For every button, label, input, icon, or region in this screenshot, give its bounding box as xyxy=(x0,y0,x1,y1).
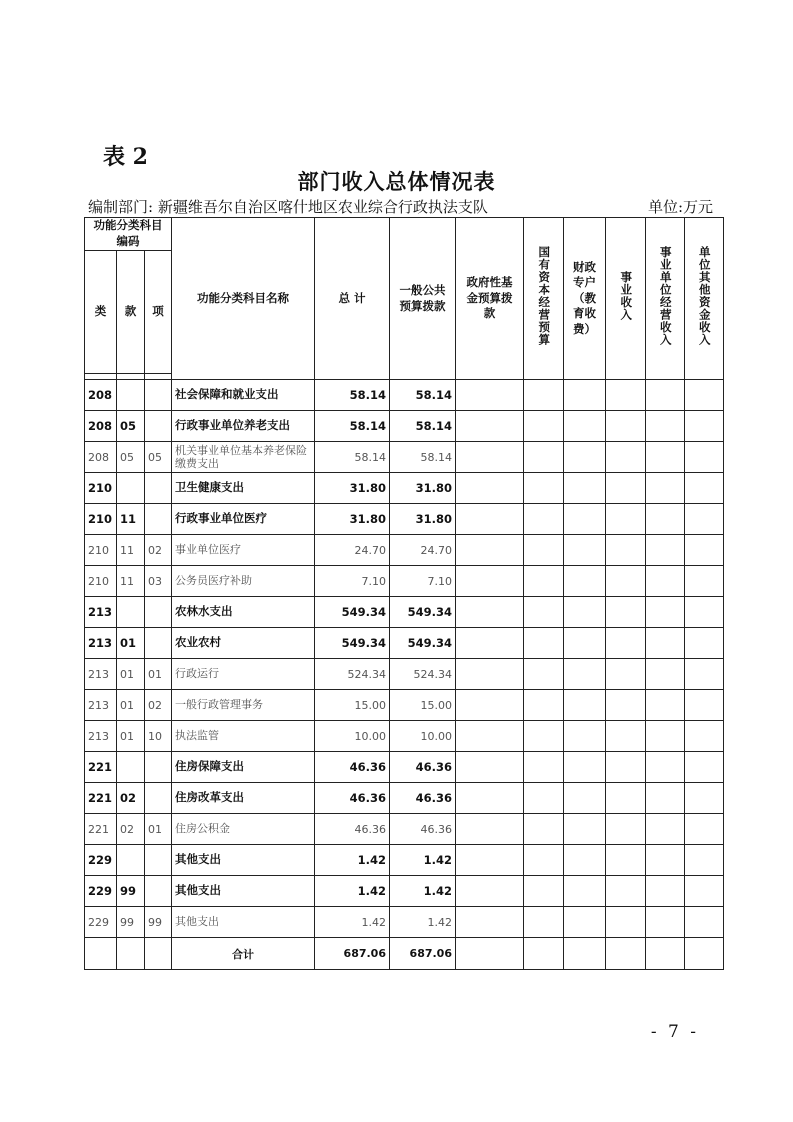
general-budget-value: 549.34 xyxy=(390,628,456,659)
code-kuan: 99 xyxy=(117,907,145,938)
empty-cell xyxy=(564,473,606,504)
code-lei: 221 xyxy=(85,752,117,783)
empty-cell xyxy=(524,907,564,938)
general-budget-value: 58.14 xyxy=(390,442,456,473)
empty-cell xyxy=(564,721,606,752)
item-name: 事业单位医疗 xyxy=(172,535,315,566)
empty-cell xyxy=(685,721,724,752)
empty-cell xyxy=(685,504,724,535)
empty-cell xyxy=(524,814,564,845)
total-value: 7.10 xyxy=(315,566,390,597)
code-lei: 221 xyxy=(85,783,117,814)
code-lei: 213 xyxy=(85,659,117,690)
empty-cell xyxy=(685,628,724,659)
item-name: 住房公积金 xyxy=(172,814,315,845)
grand-general-budget-value: 687.06 xyxy=(390,938,456,970)
empty-cell xyxy=(564,783,606,814)
total-value: 1.42 xyxy=(315,876,390,907)
table-row xyxy=(85,845,724,876)
col-header-business-op-income: 事业单位经营收入 xyxy=(646,218,685,380)
empty-cell xyxy=(646,504,685,535)
code-lei: 208 xyxy=(85,411,117,442)
empty-cell xyxy=(685,442,724,473)
empty-cell xyxy=(685,876,724,907)
empty-cell xyxy=(456,907,524,938)
code-lei: 210 xyxy=(85,535,117,566)
col-header-lei: 类 xyxy=(85,251,117,374)
code-kuan: 11 xyxy=(117,535,145,566)
empty-cell xyxy=(646,938,685,970)
empty-cell xyxy=(524,504,564,535)
general-budget-value: 31.80 xyxy=(390,504,456,535)
code-kuan: 05 xyxy=(117,411,145,442)
code-xiang xyxy=(145,876,172,907)
total-value: 24.70 xyxy=(315,535,390,566)
table-row xyxy=(85,535,724,566)
empty-cell xyxy=(524,876,564,907)
empty-cell xyxy=(685,473,724,504)
empty-cell xyxy=(606,690,646,721)
general-budget-value: 524.34 xyxy=(390,659,456,690)
total-value: 31.80 xyxy=(315,473,390,504)
page-number: - 7 - xyxy=(650,1022,699,1042)
empty-cell xyxy=(685,783,724,814)
general-budget-value: 15.00 xyxy=(390,690,456,721)
empty-cell xyxy=(564,690,606,721)
empty-cell xyxy=(524,535,564,566)
table-row xyxy=(85,907,724,938)
empty-cell xyxy=(685,566,724,597)
col-header-general-budget: 一般公共预算拨款 xyxy=(390,218,456,380)
empty-cell xyxy=(85,938,117,970)
empty-cell xyxy=(564,659,606,690)
col-header-gov-fund: 政府性基金预算拨款 xyxy=(456,218,524,380)
empty-cell xyxy=(456,876,524,907)
table-row xyxy=(85,411,724,442)
empty-cell xyxy=(685,411,724,442)
item-name: 行政运行 xyxy=(172,659,315,690)
table-row xyxy=(85,783,724,814)
code-xiang xyxy=(145,628,172,659)
item-name: 一般行政管理事务 xyxy=(172,690,315,721)
code-xiang xyxy=(145,380,172,411)
general-budget-value: 58.14 xyxy=(390,380,456,411)
empty-cell xyxy=(646,442,685,473)
general-budget-value: 1.42 xyxy=(390,876,456,907)
empty-cell xyxy=(456,597,524,628)
empty-cell xyxy=(646,566,685,597)
empty-cell xyxy=(606,845,646,876)
code-xiang xyxy=(145,411,172,442)
empty-cell xyxy=(524,752,564,783)
code-kuan: 99 xyxy=(117,876,145,907)
empty-cell xyxy=(646,411,685,442)
code-xiang xyxy=(145,845,172,876)
code-xiang: 02 xyxy=(145,690,172,721)
unit-label: 单位:万元 xyxy=(647,198,713,216)
empty-cell xyxy=(456,752,524,783)
total-value: 58.14 xyxy=(315,411,390,442)
code-lei: 208 xyxy=(85,442,117,473)
code-kuan: 11 xyxy=(117,566,145,597)
empty-cell xyxy=(646,380,685,411)
empty-cell xyxy=(456,628,524,659)
empty-cell xyxy=(606,938,646,970)
empty-cell xyxy=(524,845,564,876)
empty-cell xyxy=(606,752,646,783)
empty-cell xyxy=(564,597,606,628)
empty-cell xyxy=(456,535,524,566)
code-xiang xyxy=(145,504,172,535)
item-name: 行政事业单位医疗 xyxy=(172,504,315,535)
empty-cell xyxy=(564,814,606,845)
empty-cell xyxy=(646,876,685,907)
code-kuan xyxy=(117,845,145,876)
empty-cell xyxy=(524,938,564,970)
empty-cell xyxy=(524,783,564,814)
code-xiang xyxy=(145,752,172,783)
table-row xyxy=(85,473,724,504)
table-row xyxy=(85,597,724,628)
item-name: 执法监管 xyxy=(172,721,315,752)
total-value: 58.14 xyxy=(315,380,390,411)
code-kuan: 02 xyxy=(117,814,145,845)
empty-cell xyxy=(606,566,646,597)
item-name: 其他支出 xyxy=(172,845,315,876)
empty-cell xyxy=(456,473,524,504)
code-kuan: 01 xyxy=(117,721,145,752)
empty-cell xyxy=(606,535,646,566)
code-xiang: 01 xyxy=(145,814,172,845)
grand-total-value: 687.06 xyxy=(315,938,390,970)
code-lei: 210 xyxy=(85,504,117,535)
empty-cell xyxy=(564,938,606,970)
item-name: 行政事业单位养老支出 xyxy=(172,411,315,442)
empty-cell xyxy=(685,814,724,845)
empty-cell xyxy=(564,566,606,597)
empty-cell xyxy=(685,659,724,690)
empty-cell xyxy=(564,907,606,938)
item-name: 农业农村 xyxy=(172,628,315,659)
code-xiang: 10 xyxy=(145,721,172,752)
code-xiang xyxy=(145,597,172,628)
empty-cell xyxy=(685,907,724,938)
code-lei: 229 xyxy=(85,845,117,876)
table-row xyxy=(85,659,724,690)
empty-cell xyxy=(646,535,685,566)
empty-cell xyxy=(685,535,724,566)
table-row xyxy=(85,752,724,783)
empty-cell xyxy=(646,597,685,628)
table-row xyxy=(85,876,724,907)
code-lei: 213 xyxy=(85,721,117,752)
empty-cell xyxy=(564,504,606,535)
table-row xyxy=(85,442,724,473)
empty-cell xyxy=(606,473,646,504)
empty-cell xyxy=(685,845,724,876)
empty-cell xyxy=(606,907,646,938)
general-budget-value: 46.36 xyxy=(390,752,456,783)
empty-cell xyxy=(646,690,685,721)
general-budget-value: 10.00 xyxy=(390,721,456,752)
total-label: 合计 xyxy=(172,938,315,970)
code-lei: 210 xyxy=(85,473,117,504)
empty-cell xyxy=(456,938,524,970)
empty-cell xyxy=(456,845,524,876)
empty-cell xyxy=(606,411,646,442)
code-kuan xyxy=(117,473,145,504)
general-budget-value: 46.36 xyxy=(390,783,456,814)
code-xiang: 99 xyxy=(145,907,172,938)
empty-cell xyxy=(456,690,524,721)
table-row xyxy=(85,814,724,845)
empty-cell xyxy=(524,690,564,721)
empty-cell xyxy=(685,690,724,721)
empty-cell xyxy=(524,721,564,752)
total-value: 58.14 xyxy=(315,442,390,473)
empty-cell xyxy=(564,535,606,566)
code-xiang: 02 xyxy=(145,535,172,566)
item-name: 其他支出 xyxy=(172,876,315,907)
code-xiang: 05 xyxy=(145,442,172,473)
empty-cell xyxy=(564,628,606,659)
empty-cell xyxy=(606,504,646,535)
total-value: 31.80 xyxy=(315,504,390,535)
empty-cell xyxy=(646,659,685,690)
empty-cell xyxy=(564,876,606,907)
general-budget-value: 58.14 xyxy=(390,411,456,442)
code-lei: 213 xyxy=(85,628,117,659)
code-kuan: 01 xyxy=(117,690,145,721)
general-budget-value: 549.34 xyxy=(390,597,456,628)
total-row xyxy=(85,938,724,970)
table-row xyxy=(85,628,724,659)
empty-cell xyxy=(456,783,524,814)
empty-cell xyxy=(646,783,685,814)
empty-cell xyxy=(524,380,564,411)
empty-cell xyxy=(646,721,685,752)
empty-cell xyxy=(456,659,524,690)
empty-cell xyxy=(646,845,685,876)
empty-cell xyxy=(456,442,524,473)
total-value: 46.36 xyxy=(315,752,390,783)
col-header-xiang: 项 xyxy=(145,251,172,374)
empty-cell xyxy=(564,752,606,783)
empty-cell xyxy=(646,628,685,659)
code-xiang: 03 xyxy=(145,566,172,597)
empty-cell xyxy=(606,814,646,845)
item-name: 住房改革支出 xyxy=(172,783,315,814)
code-xiang xyxy=(145,473,172,504)
code-lei: 213 xyxy=(85,597,117,628)
col-header-code-group: 功能分类科目编码 xyxy=(85,218,172,251)
empty-cell xyxy=(524,659,564,690)
table-row xyxy=(85,721,724,752)
col-header-name: 功能分类科目名称 xyxy=(172,218,315,380)
empty-cell xyxy=(606,628,646,659)
general-budget-value: 7.10 xyxy=(390,566,456,597)
code-lei: 221 xyxy=(85,814,117,845)
table-label: 表 2 xyxy=(103,144,148,170)
code-xiang xyxy=(145,783,172,814)
general-budget-value: 24.70 xyxy=(390,535,456,566)
code-kuan: 01 xyxy=(117,659,145,690)
code-xiang: 01 xyxy=(145,659,172,690)
code-kuan xyxy=(117,752,145,783)
empty-cell xyxy=(524,442,564,473)
empty-cell xyxy=(524,411,564,442)
code-lei: 229 xyxy=(85,876,117,907)
code-lei: 213 xyxy=(85,690,117,721)
table-row xyxy=(85,566,724,597)
empty-cell xyxy=(456,411,524,442)
empty-cell xyxy=(685,752,724,783)
empty-cell xyxy=(524,597,564,628)
empty-cell xyxy=(456,566,524,597)
compiling-department: 编制部门: 新疆维吾尔自治区喀什地区农业综合行政执法支队 xyxy=(88,198,488,216)
empty-cell xyxy=(606,783,646,814)
empty-cell xyxy=(646,907,685,938)
empty-cell xyxy=(145,938,172,970)
col-header-fiscal-special: 财政专户（教育收费） xyxy=(564,218,606,380)
total-value: 46.36 xyxy=(315,783,390,814)
empty-cell xyxy=(564,845,606,876)
item-name: 其他支出 xyxy=(172,907,315,938)
code-lei: 229 xyxy=(85,907,117,938)
total-value: 15.00 xyxy=(315,690,390,721)
empty-cell xyxy=(564,411,606,442)
empty-cell xyxy=(685,938,724,970)
empty-cell xyxy=(646,473,685,504)
general-budget-value: 46.36 xyxy=(390,814,456,845)
col-header-kuan: 款 xyxy=(117,251,145,374)
empty-cell xyxy=(685,380,724,411)
empty-cell xyxy=(564,442,606,473)
code-kuan xyxy=(117,380,145,411)
empty-cell xyxy=(524,628,564,659)
empty-cell xyxy=(606,721,646,752)
total-value: 1.42 xyxy=(315,907,390,938)
empty-cell xyxy=(606,659,646,690)
col-header-total: 总 计 xyxy=(315,218,390,380)
col-header-business-income: 事业收入 xyxy=(606,218,646,380)
item-name: 农林水支出 xyxy=(172,597,315,628)
table-row xyxy=(85,690,724,721)
col-header-other-income: 单位其他资金收入 xyxy=(685,218,724,380)
code-lei: 210 xyxy=(85,566,117,597)
general-budget-value: 31.80 xyxy=(390,473,456,504)
total-value: 549.34 xyxy=(315,597,390,628)
empty-cell xyxy=(456,814,524,845)
code-kuan: 02 xyxy=(117,783,145,814)
item-name: 社会保障和就业支出 xyxy=(172,380,315,411)
empty-cell xyxy=(646,814,685,845)
code-kuan: 01 xyxy=(117,628,145,659)
empty-cell xyxy=(456,380,524,411)
empty-cell xyxy=(685,597,724,628)
empty-cell xyxy=(456,721,524,752)
empty-cell xyxy=(606,876,646,907)
empty-cell xyxy=(456,504,524,535)
total-value: 1.42 xyxy=(315,845,390,876)
empty-cell xyxy=(646,752,685,783)
item-name: 机关事业单位基本养老保险缴费支出 xyxy=(172,442,315,473)
empty-cell xyxy=(606,597,646,628)
empty-cell xyxy=(606,442,646,473)
table-row xyxy=(85,504,724,535)
item-name: 公务员医疗补助 xyxy=(172,566,315,597)
empty-cell xyxy=(606,380,646,411)
col-header-state-capital: 国有资本经营预算 xyxy=(524,218,564,380)
total-value: 10.00 xyxy=(315,721,390,752)
total-value: 549.34 xyxy=(315,628,390,659)
total-value: 46.36 xyxy=(315,814,390,845)
table-row xyxy=(85,380,724,411)
income-summary-table xyxy=(84,217,724,970)
empty-cell xyxy=(564,380,606,411)
total-value: 524.34 xyxy=(315,659,390,690)
page-title: 部门收入总体情况表 xyxy=(297,169,496,194)
code-lei: 208 xyxy=(85,380,117,411)
code-kuan xyxy=(117,597,145,628)
empty-cell xyxy=(524,566,564,597)
empty-cell xyxy=(524,473,564,504)
general-budget-value: 1.42 xyxy=(390,907,456,938)
empty-cell xyxy=(117,938,145,970)
item-name: 住房保障支出 xyxy=(172,752,315,783)
code-kuan: 05 xyxy=(117,442,145,473)
code-kuan: 11 xyxy=(117,504,145,535)
item-name: 卫生健康支出 xyxy=(172,473,315,504)
general-budget-value: 1.42 xyxy=(390,845,456,876)
